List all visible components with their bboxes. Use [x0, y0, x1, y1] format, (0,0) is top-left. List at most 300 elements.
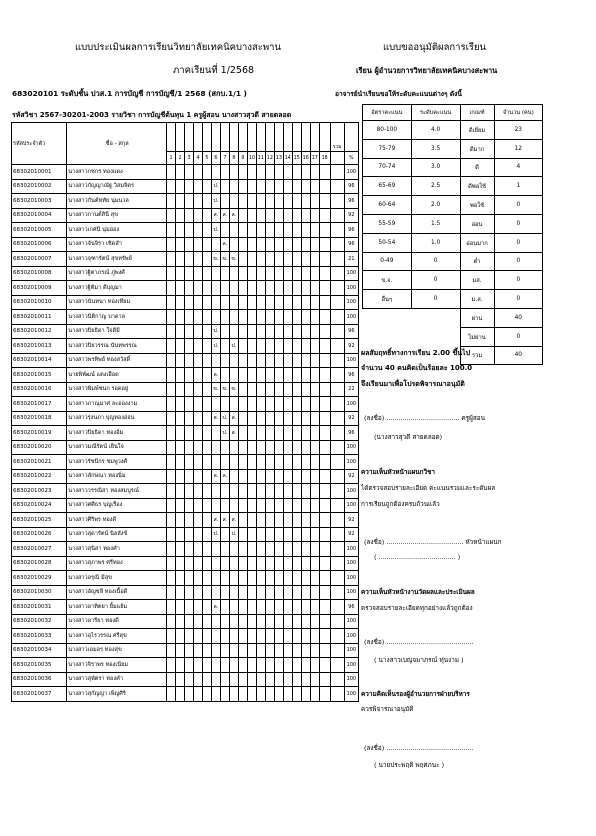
score-cell	[319, 411, 330, 426]
score-cell	[220, 571, 229, 586]
week-number: 8	[229, 152, 238, 165]
score-cell	[292, 498, 301, 513]
score-cell	[238, 498, 247, 513]
score-cell	[310, 687, 319, 702]
score-cell	[256, 252, 265, 267]
score-cell	[265, 411, 274, 426]
score-cell	[220, 585, 229, 600]
score-cell	[238, 469, 247, 484]
score-cell	[220, 223, 229, 238]
score-cell: ข.	[229, 382, 238, 397]
score-cell	[176, 339, 185, 354]
score-cell	[211, 643, 220, 658]
score-cell	[301, 397, 310, 412]
score-cell	[319, 484, 330, 499]
score-cell	[247, 513, 256, 528]
score-cell	[301, 165, 310, 180]
student-name: นางสาวปิยวรรณ นันทพรรณ	[67, 339, 167, 354]
score-cell	[310, 353, 319, 368]
score-cell	[184, 411, 193, 426]
score-cell	[220, 542, 229, 557]
score-cell	[301, 252, 310, 267]
score-cell	[167, 556, 176, 571]
score-cell	[211, 266, 220, 281]
score-cell	[176, 266, 185, 281]
score-cell: ส.	[229, 513, 238, 528]
score-cell	[167, 440, 176, 455]
score-cell	[229, 310, 238, 325]
score-cell	[238, 179, 247, 194]
week-number: 4	[193, 152, 202, 165]
score-cell	[167, 252, 176, 267]
score-cell	[301, 571, 310, 586]
score-cell	[283, 440, 292, 455]
score-cell	[247, 542, 256, 557]
score-cell	[167, 165, 176, 180]
score-cell	[310, 266, 319, 281]
score-cell	[310, 542, 319, 557]
score-cell	[202, 194, 211, 209]
score-cell	[283, 629, 292, 644]
total-cell	[330, 252, 344, 267]
student-name: นางสาวพรทิพย์ ทองสวัสดิ์	[67, 353, 167, 368]
score-cell	[229, 353, 238, 368]
score-cell	[256, 585, 265, 600]
score-cell	[184, 165, 193, 180]
score-cell	[202, 324, 211, 339]
score-cell	[229, 643, 238, 658]
score-cell	[283, 368, 292, 383]
score-cell	[176, 687, 185, 702]
score-cell	[211, 629, 220, 644]
score-cell	[202, 339, 211, 354]
col-total-header: รวม	[330, 123, 344, 152]
score-cell	[238, 571, 247, 586]
table-row	[12, 455, 359, 470]
group-line: 6830201​01 ระดับชั้น ปวส.1 การบัญชี การบัญชี/1 2568 (สกบ.1/1 )	[12, 89, 247, 98]
score-cell	[310, 556, 319, 571]
score-cell	[319, 223, 330, 238]
score-cell	[256, 687, 265, 702]
score-cell	[238, 672, 247, 687]
grade-row	[363, 233, 543, 252]
total-cell	[330, 411, 344, 426]
score-cell	[283, 600, 292, 615]
total-cell	[330, 368, 344, 383]
score-cell	[283, 165, 292, 180]
score-cell	[229, 223, 238, 238]
grade-cell: 23	[494, 121, 542, 140]
score-cell	[265, 585, 274, 600]
student-id: 68302010033	[12, 629, 67, 644]
score-cell	[247, 600, 256, 615]
grade-summary-blank	[363, 308, 461, 327]
score-cell	[184, 484, 193, 499]
score-cell	[247, 353, 256, 368]
score-cell	[274, 542, 283, 557]
score-cell	[292, 382, 301, 397]
score-cell	[184, 382, 193, 397]
score-cell	[247, 223, 256, 238]
total-cell	[330, 527, 344, 542]
score-cell	[292, 687, 301, 702]
score-cell	[292, 585, 301, 600]
score-cell	[283, 295, 292, 310]
score-cell	[202, 179, 211, 194]
table-row	[12, 179, 359, 194]
student-name: นางสาวอุไรวรรณ ศรีสุข	[67, 629, 167, 644]
score-cell	[319, 310, 330, 325]
score-cell	[220, 672, 229, 687]
score-cell	[319, 368, 330, 383]
score-cell	[220, 629, 229, 644]
score-cell	[184, 281, 193, 296]
score-cell	[301, 658, 310, 673]
score-cell	[247, 368, 256, 383]
score-cell	[229, 614, 238, 629]
score-cell	[176, 165, 185, 180]
student-id: 68302010016	[12, 382, 67, 397]
score-cell	[292, 672, 301, 687]
score-cell	[247, 426, 256, 441]
score-cell	[211, 498, 220, 513]
score-cell	[220, 643, 229, 658]
score-cell	[301, 324, 310, 339]
score-cell	[167, 455, 176, 470]
score-cell	[238, 527, 247, 542]
score-cell	[310, 295, 319, 310]
score-cell	[292, 208, 301, 223]
score-cell	[256, 556, 265, 571]
score-cell	[202, 440, 211, 455]
percent-cell: 96	[344, 600, 358, 615]
score-cell	[301, 629, 310, 644]
score-cell	[238, 353, 247, 368]
week-number: 2	[176, 152, 185, 165]
score-cell	[220, 484, 229, 499]
student-id: 68302010029	[12, 571, 67, 586]
grade-summary-table	[362, 104, 543, 365]
grade-cell: 0	[494, 214, 542, 233]
total-cell	[330, 600, 344, 615]
week-number: 17	[310, 152, 319, 165]
student-id: 68302010003	[12, 194, 67, 209]
percent-cell: 100	[344, 687, 358, 702]
student-id: 68302010011	[12, 310, 67, 325]
score-cell	[319, 295, 330, 310]
col-id-header: รหัสประจำตัว	[12, 123, 67, 165]
score-cell	[247, 411, 256, 426]
score-header-cell	[176, 123, 185, 152]
total-cell	[330, 643, 344, 658]
score-cell	[184, 455, 193, 470]
grade-cell: 2.0	[411, 196, 460, 215]
score-cell	[247, 310, 256, 325]
week-number: 15	[292, 152, 301, 165]
score-cell	[265, 397, 274, 412]
score-cell: ข.	[220, 382, 229, 397]
score-header-cell	[283, 123, 292, 152]
score-cell	[184, 208, 193, 223]
score-cell	[202, 208, 211, 223]
score-cell	[265, 556, 274, 571]
score-cell	[301, 455, 310, 470]
student-id: 68302010007	[12, 252, 67, 267]
score-cell	[211, 687, 220, 702]
score-cell	[292, 339, 301, 354]
score-cell	[247, 585, 256, 600]
score-cell	[229, 368, 238, 383]
score-cell	[167, 266, 176, 281]
score-cell	[167, 397, 176, 412]
score-cell	[301, 672, 310, 687]
percent-cell: 96	[344, 237, 358, 252]
score-cell	[319, 585, 330, 600]
score-cell	[176, 571, 185, 586]
score-cell	[265, 281, 274, 296]
score-cell	[310, 455, 319, 470]
percent-cell: 96	[344, 223, 358, 238]
week-number: 18	[319, 152, 330, 165]
percent-cell: 92	[344, 513, 358, 528]
student-id: 68302010008	[12, 266, 67, 281]
score-cell	[274, 658, 283, 673]
score-cell	[310, 179, 319, 194]
grade-cell: 55-59	[363, 214, 412, 233]
table-row	[12, 426, 359, 441]
score-cell	[238, 629, 247, 644]
score-cell	[301, 382, 310, 397]
score-cell	[265, 339, 274, 354]
score-cell	[176, 498, 185, 513]
score-cell	[265, 223, 274, 238]
score-cell	[319, 382, 330, 397]
score-cell	[238, 208, 247, 223]
grade-cell: 12	[494, 139, 542, 158]
score-cell	[310, 382, 319, 397]
score-cell	[319, 208, 330, 223]
score-cell	[193, 542, 202, 557]
score-cell	[274, 324, 283, 339]
score-cell	[319, 455, 330, 470]
score-cell	[167, 353, 176, 368]
score-cell	[193, 295, 202, 310]
score-cell	[319, 556, 330, 571]
score-cell	[292, 440, 301, 455]
score-cell	[193, 469, 202, 484]
score-cell	[238, 440, 247, 455]
score-cell	[319, 353, 330, 368]
grade-cell: 0	[494, 233, 542, 252]
table-row	[12, 556, 359, 571]
table-row	[12, 600, 359, 615]
score-cell	[265, 194, 274, 209]
grade-row	[363, 158, 543, 177]
score-cell	[301, 339, 310, 354]
score-cell	[274, 266, 283, 281]
percent-cell: 100	[344, 571, 358, 586]
grade-row	[363, 196, 543, 215]
score-cell: ส.	[211, 411, 220, 426]
total-cell	[330, 513, 344, 528]
score-header-cell	[193, 123, 202, 152]
header-row	[12, 123, 359, 152]
score-cell	[167, 469, 176, 484]
score-cell	[310, 469, 319, 484]
score-cell	[265, 629, 274, 644]
score-cell	[274, 600, 283, 615]
score-cell	[193, 237, 202, 252]
percent-cell: 100	[344, 643, 358, 658]
total-cell	[330, 440, 344, 455]
score-cell	[176, 440, 185, 455]
grade-cell: ต่ำ	[460, 252, 494, 271]
score-cell	[247, 339, 256, 354]
score-cell	[265, 353, 274, 368]
score-cell	[247, 281, 256, 296]
student-id: 68302010023	[12, 484, 67, 499]
score-cell	[283, 252, 292, 267]
col-pct-header-top	[344, 123, 358, 152]
score-cell	[176, 643, 185, 658]
score-cell	[193, 165, 202, 180]
score-cell	[256, 440, 265, 455]
score-header-cell	[202, 123, 211, 152]
score-cell	[310, 165, 319, 180]
score-cell	[211, 571, 220, 586]
score-cell	[283, 310, 292, 325]
score-cell	[265, 179, 274, 194]
score-cell	[319, 643, 330, 658]
grade-cell: 80-100	[363, 121, 412, 140]
head-name: ( ...................................... )	[374, 553, 461, 561]
percent-cell: 92	[344, 208, 358, 223]
result-line-2: จำนวน 40 คนคิดเป็นร้อยละ 100.0	[361, 364, 473, 372]
student-id: 68302010026	[12, 527, 67, 542]
score-cell	[184, 585, 193, 600]
score-cell: ส.	[211, 208, 220, 223]
score-cell	[184, 527, 193, 542]
score-cell	[193, 368, 202, 383]
score-cell	[238, 484, 247, 499]
score-cell	[202, 600, 211, 615]
score-cell	[265, 571, 274, 586]
table-row	[12, 658, 359, 673]
score-cell	[238, 426, 247, 441]
score-cell	[319, 266, 330, 281]
score-cell	[184, 397, 193, 412]
table-row	[12, 643, 359, 658]
grade-summary-blank	[363, 327, 461, 346]
grade-cell: 2.5	[411, 177, 460, 196]
student-id: 68302010010	[12, 295, 67, 310]
percent-cell: 100	[344, 455, 358, 470]
score-cell	[319, 498, 330, 513]
score-cell	[247, 208, 256, 223]
score-cell	[283, 484, 292, 499]
score-cell	[265, 237, 274, 252]
student-name: นางสาวกชกร ทองแดง	[67, 165, 167, 180]
total-cell	[330, 585, 344, 600]
total-cell	[330, 556, 344, 571]
student-name: นางสาวมณีรัตน์ เย็นใจ	[67, 440, 167, 455]
grade-cell: 0	[411, 252, 460, 271]
score-cell	[167, 527, 176, 542]
score-cell	[220, 527, 229, 542]
score-cell	[193, 397, 202, 412]
score-header-cell	[229, 123, 238, 152]
score-cell	[283, 324, 292, 339]
score-cell	[301, 498, 310, 513]
score-cell	[310, 411, 319, 426]
score-cell	[238, 411, 247, 426]
student-name: นางสาวปิยธิดา ใจดีมี	[67, 324, 167, 339]
score-cell	[184, 643, 193, 658]
score-cell: ล.	[220, 237, 229, 252]
score-cell	[319, 324, 330, 339]
score-cell	[301, 310, 310, 325]
score-cell	[167, 368, 176, 383]
score-cell	[292, 658, 301, 673]
score-cell	[167, 658, 176, 673]
score-cell	[184, 556, 193, 571]
score-cell	[220, 310, 229, 325]
grade-cell: อื่นๆ	[363, 290, 412, 309]
week-number: 11	[256, 152, 265, 165]
score-cell: ล.	[211, 600, 220, 615]
student-id: 68302010024	[12, 498, 67, 513]
score-cell	[301, 527, 310, 542]
score-cell	[283, 687, 292, 702]
table-row	[12, 324, 359, 339]
score-cell	[238, 281, 247, 296]
score-cell	[193, 687, 202, 702]
percent-cell: 96	[344, 368, 358, 383]
score-cell	[256, 295, 265, 310]
score-cell	[292, 397, 301, 412]
grade-summary-value: 40	[494, 346, 542, 365]
score-cell	[310, 484, 319, 499]
score-cell	[247, 237, 256, 252]
score-cell	[247, 672, 256, 687]
score-cell	[301, 542, 310, 557]
grade-summary-value: 40	[494, 308, 542, 327]
score-cell	[274, 252, 283, 267]
score-cell	[274, 426, 283, 441]
score-cell	[184, 600, 193, 615]
score-cell	[193, 585, 202, 600]
score-cell	[184, 295, 193, 310]
score-cell	[274, 687, 283, 702]
score-cell	[211, 542, 220, 557]
score-cell	[265, 643, 274, 658]
left-title: แบบประเมินผลการเรียนวิทยาลัยเทคนิคบางสะพาน	[75, 42, 282, 53]
score-cell	[176, 368, 185, 383]
student-name: นางสาวภาณุมาศ ละอองงาม	[67, 397, 167, 412]
grade-header-cell: จำนวน (คน)	[494, 105, 542, 121]
table-row	[12, 165, 359, 180]
total-cell	[330, 629, 344, 644]
score-cell	[211, 426, 220, 441]
score-cell	[193, 440, 202, 455]
score-cell	[292, 600, 301, 615]
score-cell	[193, 382, 202, 397]
score-cell	[274, 513, 283, 528]
score-cell	[202, 658, 211, 673]
score-cell	[319, 513, 330, 528]
score-cell	[265, 165, 274, 180]
score-cell	[202, 687, 211, 702]
